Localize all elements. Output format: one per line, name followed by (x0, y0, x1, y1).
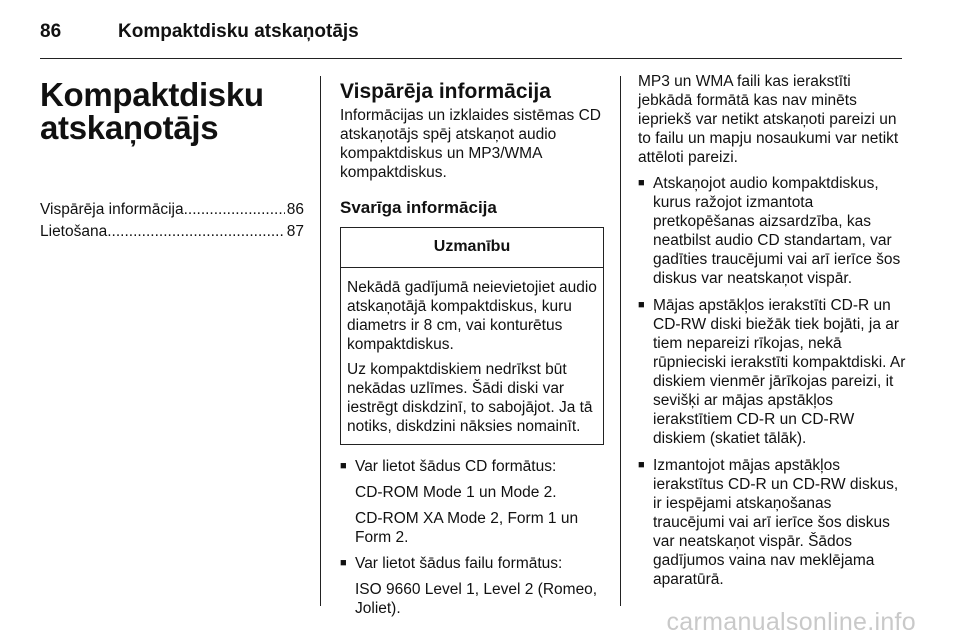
chapter-title: Kompaktdisku atskaņotājs (40, 76, 264, 146)
column-divider-1 (320, 76, 321, 606)
caution-box (340, 227, 604, 445)
header-rule (40, 58, 902, 59)
caution-heading: Uzmanību (341, 228, 603, 268)
bullet-text: ■ Var lietot šādus CD formātus: (355, 458, 557, 475)
toc-label: Lietošana (40, 223, 108, 240)
toc-page: 86 (286, 201, 304, 218)
intro-paragraph: Informācijas un izklaides sistēmas CD atskaņotājs spēj atskaņot audio kompaktdiskus un MP3/WMA kompaktdiskus. (340, 107, 602, 181)
continued-paragraph: MP3 un WMA faili kas ierakstīti jebkādā formātā kas nav minēts iepriekš var netikt atskaņoti pareizi un to failu un mapju nosaukumi var netikt attēloti pareizi. (638, 73, 899, 166)
page-header (40, 14, 902, 54)
notes-list (638, 174, 906, 589)
column-divider-2 (620, 76, 621, 606)
bullet-item: ■ Atskaņojot audio kompaktdiskus, kurus ražojot izmantota pretkopēšanas aizsardzība, kas neatbilst audio CD standartam, var gadīties traucējumi vai arī ierīce šos diskus var neatskaņot vispār. (638, 174, 906, 288)
column-toc (40, 72, 304, 244)
toc-label: Vispārēja informācija (40, 201, 184, 218)
page-number: 86 (40, 21, 62, 42)
bullet-text: ■ Var lietot šādus failu formātus: (355, 555, 563, 572)
toc-entry[interactable] (40, 200, 304, 219)
caution-paragraph: Nekādā gadījumā neievietojiet audio atskaņotājā kompaktdiskus, kuru diametrs ir 8 cm, vai konturētus kompaktdiskus. (347, 279, 597, 353)
subsection-title: Svarīga informācija (340, 198, 497, 217)
running-title: Kompaktdisku atskaņotājs (118, 21, 359, 42)
format-list (340, 457, 604, 618)
toc-leader (107, 222, 285, 241)
toc-page: 87 (286, 223, 304, 240)
toc-entry[interactable] (40, 222, 304, 241)
caution-paragraph: Uz kompaktdiskiem nedrīkst būt nekādas uzlīmes. Šādi diski var iestrēgt diskdzinī, to sabojājot. Ja tā notiks, diskdzini nāksies nomainīt. (347, 361, 593, 435)
bullet-item: ■ Izmantojot mājas apstākļos ierakstītus CD-R un CD-RW diskus, ir iespējami atskaņošanas traucējumi vai arī ierīce šos diskus var neatskaņot vispār. Šādos gadījumos vaina nav meklējama aparatūrā. (638, 456, 906, 589)
section-title: Vispārēja informācija (340, 80, 551, 103)
caution-body (341, 268, 603, 444)
bullet-subline: CD-ROM Mode 1 un Mode 2. (355, 484, 557, 501)
column-general-info (340, 72, 604, 625)
toc-leader (184, 200, 285, 219)
bullet-subline: ISO 9660 Level 1, Level 2 (Romeo, Joliet). (355, 581, 598, 617)
column-continued (638, 72, 906, 597)
bullet-item (340, 457, 604, 547)
bullet-item (340, 554, 604, 618)
bullet-item: ■ Mājas apstākļos ierakstīti CD-R un CD-RW diski biežāk tiek bojāti, ja ar tiem nepareizi rīkojas, nekā rūpnieciski ierakstīti kompaktdiski. Ar diskiem vienmēr jārīkojas pareizi, it sevišķi ar mājas apstākļos ierakstītiem CD-R un CD-RW diskiem (skatiet tālāk). (638, 296, 906, 448)
watermark-text: carmanualsonline.info (666, 608, 916, 636)
bullet-subline: CD-ROM XA Mode 2, Form 1 un Form 2. (355, 510, 579, 546)
